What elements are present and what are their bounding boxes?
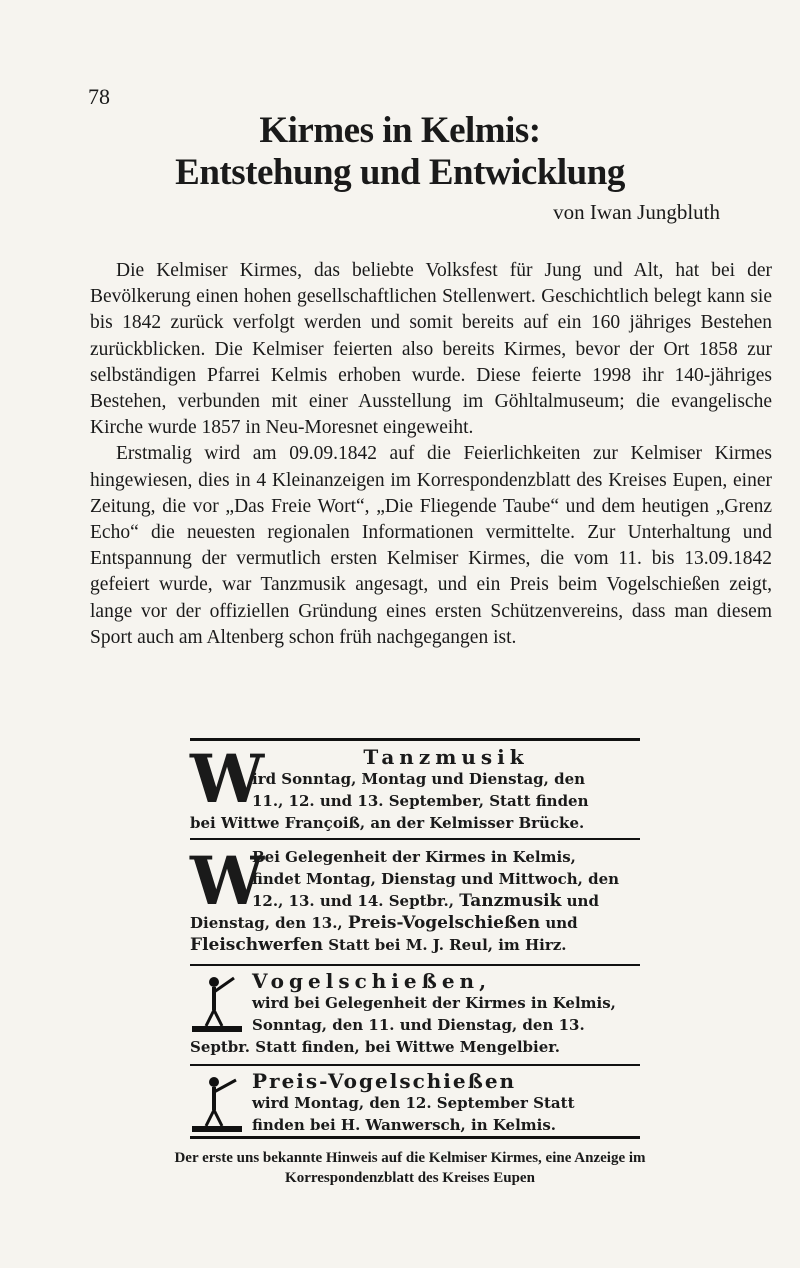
- figure-caption: [110, 1148, 710, 1188]
- ad-tanzmusik-reul: [190, 842, 640, 956]
- caption-line-1: Der erste uns bekannte Hinweis auf die Kelmiser Kirmes, eine Anzeige im: [174, 1150, 646, 1166]
- title-line-1: Kirmes in Kelmis:: [259, 110, 541, 151]
- ad-line: ird Sonntag, Montag und Dienstag, den: [252, 770, 586, 788]
- article-title: [0, 110, 800, 194]
- paragraph-1: Die Kelmiser Kirmes, das beliebte Volksfest für Jung und Alt, hat bei der Bevölkerung einen hohen gesellschaftlichen Stellenwert. Geschichtlich belegt kann sie bis 1842 zurück verfolgt werden und somit bereits auf ein 160 jähriges Bestehen zurückblicken. Die Kelmiser feierten also bereits Kirmes, bevor der Ort 1858 zur selbständigen Pfarrei Kelmis erhoben wurde. Diese feierte 1998 ihr 140-jähriges Bestehen, verbunden mit einer Ausstellung im Göhltalmuseum; die evangelische Kirche wurde 1857 in Neu-Moresnet eingeweiht.: [90, 260, 772, 439]
- ad-line: Sonntag, den 11. und Dienstag, den 13.: [252, 1016, 585, 1034]
- caption-line-2: Korrespondenzblatt des Kreises Eupen: [285, 1170, 535, 1186]
- ad-line: findet Montag, Dienstag und Mittwoch, den: [252, 870, 620, 888]
- ad-text: und: [545, 914, 578, 932]
- dropcap-letter: W: [190, 842, 265, 920]
- ad-heading: Preis-Vogelschießen: [252, 1069, 517, 1093]
- title-line-2: Entstehung und Entwicklung: [175, 152, 625, 193]
- bottom-rule: [190, 1136, 640, 1139]
- ad-text: Dienstag, den 13.,: [190, 914, 343, 932]
- page-number: 78: [88, 84, 110, 109]
- separator-rule: [190, 838, 640, 840]
- ad-line: Bei Gelegenheit der Kirmes in Kelmis,: [252, 848, 576, 866]
- ad-emphasis: Fleischwerfen: [190, 935, 323, 955]
- separator-rule: [190, 964, 640, 966]
- ad-emphasis: Preis-Vogelschießen: [347, 913, 541, 933]
- ad-line: bei Wittwe Françoiß, an der Kelmisser Brücke.: [190, 814, 585, 832]
- ad-tanzmusik-francois: [190, 740, 640, 832]
- marksman-icon: [190, 1072, 244, 1134]
- ad-text: 12., 13. und 14. Septbr.,: [252, 892, 454, 910]
- ad-line: Septbr. Statt finden, bei Wittwe Mengelbier.: [190, 1038, 561, 1056]
- newspaper-ad-clipping: [190, 738, 640, 1138]
- ad-text: und: [566, 892, 599, 910]
- marksman-icon: [190, 972, 244, 1034]
- ad-line: 11., 12. und 13. September, Statt finden: [252, 792, 589, 810]
- ad-preis-vogelschiessen-wanwersch: [190, 1070, 640, 1136]
- separator-rule: [190, 1064, 640, 1066]
- article-body: [90, 258, 772, 651]
- ad-line: [252, 890, 640, 912]
- ad-line: [190, 934, 640, 956]
- ad-emphasis: Tanzmusik: [459, 891, 562, 911]
- ad-vogelschiessen-mengelbier: [190, 970, 640, 1058]
- ad-text: Statt bei M. J. Reul, im Hirz.: [328, 936, 567, 954]
- dropcap-letter: W: [190, 740, 265, 818]
- paragraph-2: Erstmalig wird am 09.09.1842 auf die Feierlichkeiten zur Kelmiser Kirmes hingewiesen, dies in 4 Kleinanzeigen im Korrespondenzblatt des Kreises Eupen, einer Zeitung, die vor „Das Freie Wort“, „Die Fliegende Taube“ und dem heutigen „Grenz Echo“ die neuesten regionalen Informationen vermittelte. Zur Unterhaltung und Entspannung der vermutlich ersten Kelmiser Kirmes, die vom 11. bis 13.09.1842 gefeiert wurde, war Tanzmusik angesagt, und ein Preis beim Vogelschießen zeigt, lange vor der offiziellen Gründung eines ersten Schützenvereins, dass man diesem Sport auch am Altenberg schon früh nachgegangen ist.: [90, 443, 772, 648]
- ad-heading: Tanzmusik: [363, 745, 529, 769]
- ad-heading: Vogelschießen,: [252, 969, 492, 993]
- ad-line: finden bei H. Wanwersch, in Kelmis.: [252, 1116, 557, 1134]
- author-byline: von Iwan Jungbluth: [553, 200, 720, 224]
- ad-line: wird bei Gelegenheit der Kirmes in Kelmis,: [252, 994, 616, 1012]
- ad-line: wird Montag, den 12. September Statt: [252, 1094, 575, 1112]
